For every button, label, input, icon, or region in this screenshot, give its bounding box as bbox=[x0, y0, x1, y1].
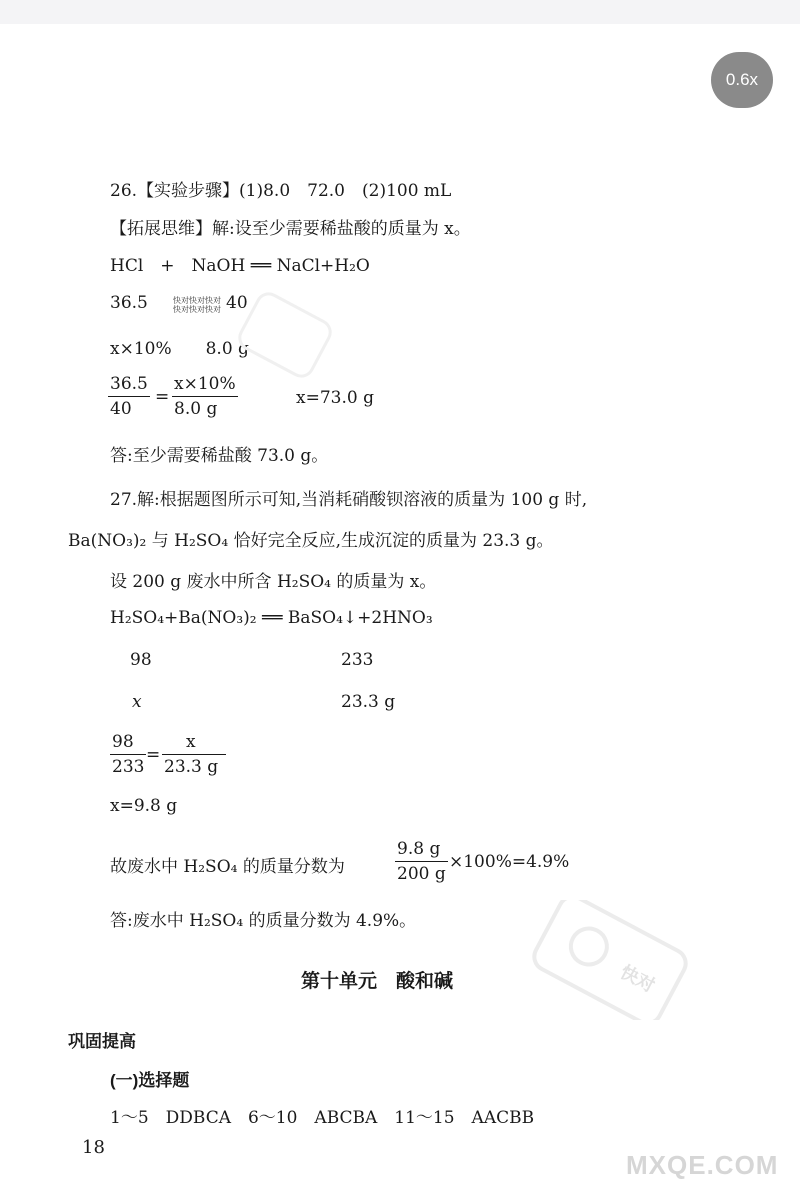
q26-ratio-left: 36.5 bbox=[110, 293, 148, 313]
q26-answer: 答:至少需要稀盐酸 73.0 g。 bbox=[110, 446, 329, 466]
watermark-site-text: MXQE.COM bbox=[626, 1150, 779, 1180]
q27-result: x=9.8 g bbox=[110, 796, 178, 816]
q27-line1: 27.解:根据题图所示可知,当消耗硝酸钡溶液的质量为 100 g 时, bbox=[110, 490, 588, 510]
page-number: 18 bbox=[82, 1137, 105, 1158]
viewer-top-bar bbox=[0, 0, 800, 24]
equals-sign: = bbox=[146, 745, 161, 765]
q27-mass-left: 98 bbox=[130, 650, 152, 670]
choice-answers: 1～5 DDBCA 6～10 ABCBA 11～15 AACBB bbox=[110, 1108, 535, 1128]
subsection-title: (一)选择题 bbox=[110, 1071, 190, 1090]
q27-calc-prefix: 故废水中 H₂SO₄ 的质量分数为 bbox=[110, 857, 345, 877]
q26-equation: HCl + NaOH ══ NaCl+H₂O bbox=[110, 256, 370, 276]
q27-mass-right: 233 bbox=[341, 650, 374, 670]
fraction-numerator: x×10% bbox=[172, 374, 238, 397]
q26-ratio2: x×10% 8.0 g bbox=[110, 339, 249, 359]
fraction-numerator: 98 bbox=[110, 732, 146, 755]
watermark-small-text: 快对快对快对 快对快对快对 bbox=[173, 296, 221, 314]
fraction-denominator: 23.3 g bbox=[164, 757, 219, 777]
q26-ratio-right: 40 bbox=[226, 293, 248, 313]
q27-fraction-left bbox=[110, 732, 146, 777]
q26-extend: 【拓展思维】解:设至少需要稀盐酸的质量为 x。 bbox=[110, 219, 471, 239]
q27-calc-suffix: ×100%=4.9% bbox=[449, 852, 570, 872]
watermark-stamp-icon bbox=[230, 290, 340, 380]
equals-sign: = bbox=[155, 387, 170, 407]
q27-fraction-right bbox=[162, 732, 226, 777]
zoom-level-badge[interactable]: 0.6x bbox=[711, 52, 773, 108]
q27-unknown-left: x bbox=[132, 692, 142, 712]
q27-equation: H₂SO₄+Ba(NO₃)₂ ══ BaSO₄↓+2HNO₃ bbox=[110, 608, 433, 628]
fraction-denominator: 8.0 g bbox=[174, 399, 218, 419]
fraction-denominator: 40 bbox=[110, 399, 132, 419]
q26-fraction-right bbox=[172, 374, 238, 419]
fraction-denominator: 200 g bbox=[397, 864, 446, 884]
unit-title: 第十单元 酸和碱 bbox=[301, 971, 454, 992]
q26-fraction-left bbox=[108, 374, 150, 419]
watermark-stamp-icon bbox=[510, 900, 710, 1020]
q27-calc-fraction bbox=[395, 839, 448, 884]
q26-result: x=73.0 g bbox=[296, 388, 374, 408]
q27-line2: Ba(NO₃)₂ 与 H₂SO₄ 恰好完全反应,生成沉淀的质量为 23.3 g。 bbox=[68, 531, 554, 551]
fraction-denominator: 233 bbox=[112, 757, 145, 777]
section-title: 巩固提高 bbox=[68, 1032, 136, 1051]
fraction-numerator: x bbox=[162, 732, 226, 755]
q27-line3: 设 200 g 废水中所含 H₂SO₄ 的质量为 x。 bbox=[110, 572, 437, 592]
q27-unknown-right: 23.3 g bbox=[341, 692, 396, 712]
q27-answer: 答:废水中 H₂SO₄ 的质量分数为 4.9%。 bbox=[110, 911, 417, 931]
q26-steps: 26.【实验步骤】(1)8.0 72.0 (2)100 mL bbox=[110, 181, 452, 201]
watermark-stamp-text: 快对 bbox=[616, 961, 659, 997]
fraction-numerator: 9.8 g bbox=[395, 839, 448, 862]
fraction-numerator: 36.5 bbox=[108, 374, 150, 397]
